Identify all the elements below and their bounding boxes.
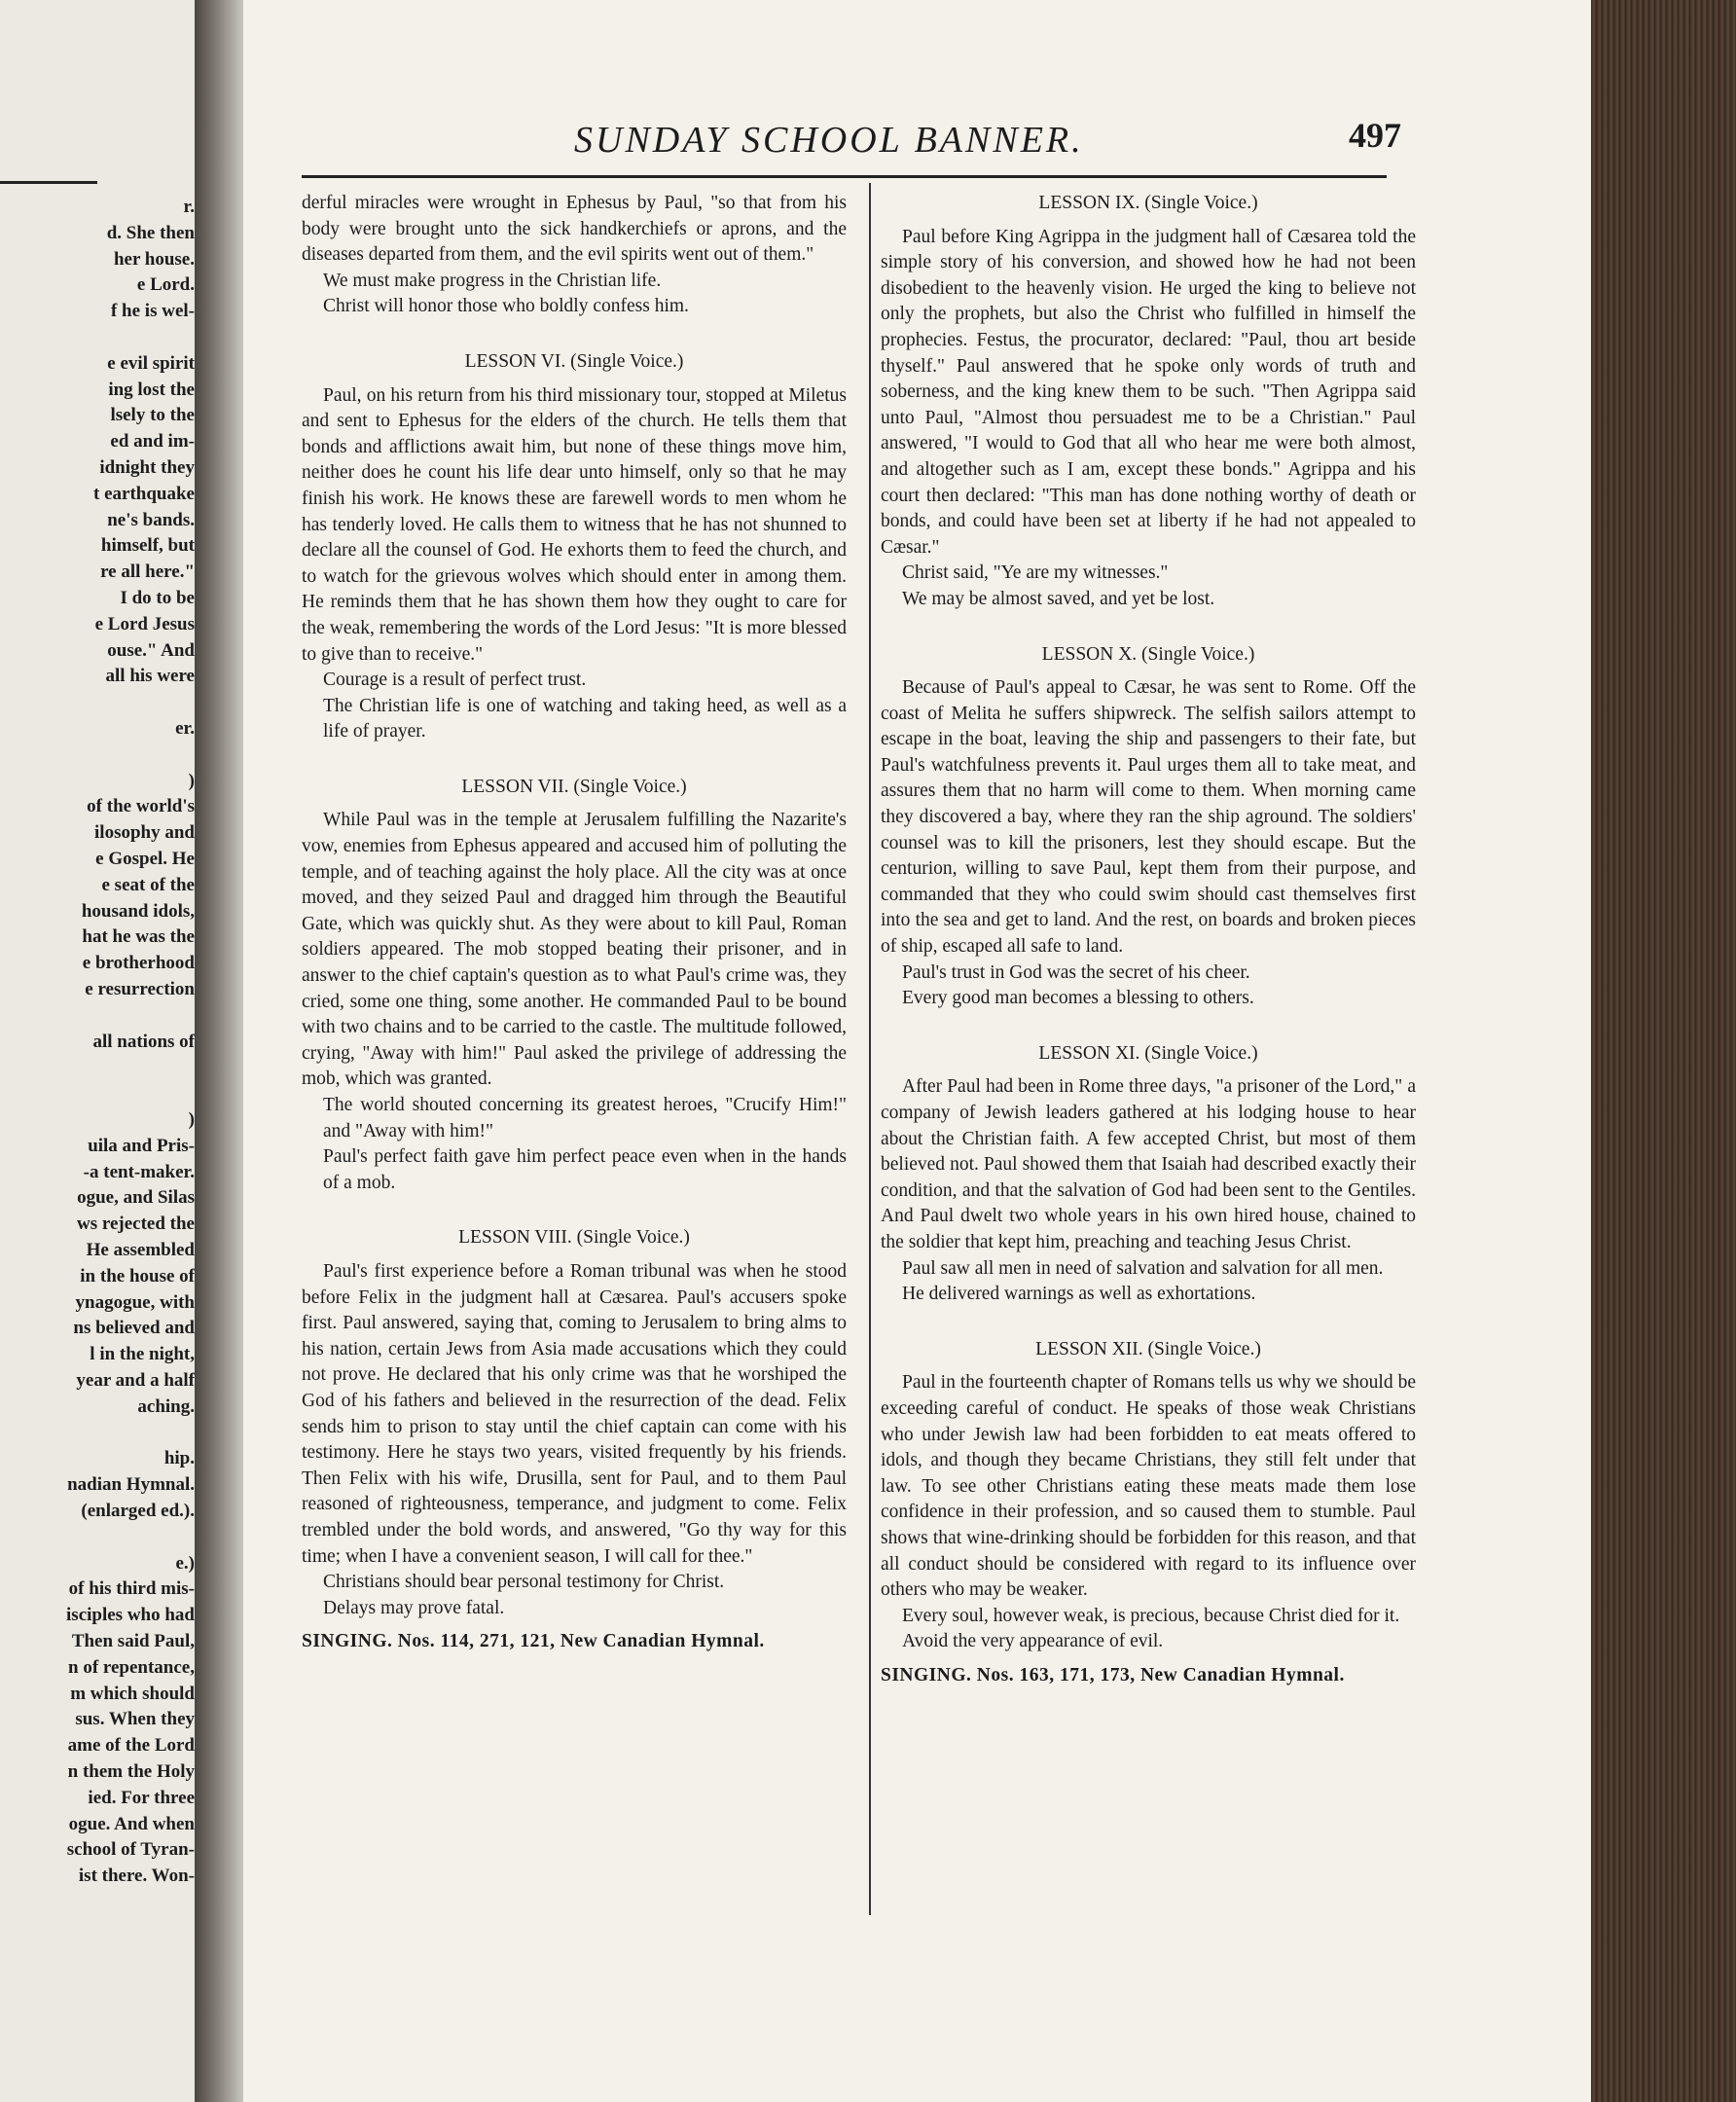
- maxim: We must make progress in the Christian life.: [323, 270, 662, 291]
- previous-page-line: hip.: [163, 1448, 195, 1469]
- previous-page-line: n of repentance,: [68, 1656, 195, 1678]
- maxim: Avoid the very appearance of evil.: [902, 1631, 1164, 1652]
- previous-page-line: ied. For three: [88, 1787, 195, 1808]
- maxim: The Christian life is one of watching and taking heed, as well as a life of prayer.: [323, 695, 847, 743]
- previous-page-line: I do to be: [120, 588, 195, 608]
- previous-page-line: of the world's: [87, 796, 195, 817]
- header-rule: [302, 175, 1387, 178]
- previous-page-line: e Gospel. He: [95, 849, 195, 869]
- previous-page-rule: [0, 181, 97, 184]
- previous-page-line: sus. When they: [75, 1709, 195, 1730]
- maxim: Delays may prove fatal.: [323, 1597, 505, 1618]
- previous-page-line: ns believed and: [73, 1318, 195, 1339]
- previous-page-line: year and a half: [76, 1370, 195, 1391]
- previous-page-line: d. She then: [106, 222, 195, 243]
- previous-page-line: l in the night,: [90, 1344, 195, 1365]
- previous-page-line: ing lost the: [108, 379, 195, 400]
- maxim: Courage is a result of perfect trust.: [323, 670, 587, 691]
- maxim: Christ will honor those who boldly confess him.: [323, 296, 689, 317]
- previous-page-line: lsely to the: [110, 405, 195, 426]
- previous-page-line: ist there. Won-: [78, 1866, 195, 1887]
- publication-title: SUNDAY SCHOOL BANNER.: [574, 120, 1084, 161]
- previous-page-line: e Lord Jesus: [94, 613, 195, 634]
- previous-page-line: housand idols,: [81, 900, 195, 922]
- previous-page-line: himself, but: [100, 535, 195, 557]
- previous-page-line: ws rejected the: [77, 1214, 195, 1235]
- maxim: Christ said, "Ye are my witnesses.": [902, 562, 1169, 584]
- lesson-body: Paul in the fourteenth chapter of Romans tells us why we should be exceeding careful of conduct. He speaks of those weak Christians who under Jewish law had been forbidden to eat meats offered to idols, and though they became Christians, they still felt under that law. To see other Christians eating these meats made them lose confidence in their profession, and so caused them to stumble. Paul shows that wine-drinking should be forbidden for this reason, and that all conduct should be considered with regard to its influence over others who may be weaker.: [881, 1372, 1416, 1601]
- previous-page-line: re all here.": [100, 562, 195, 583]
- lesson-body: Paul, on his return from his third missionary tour, stopped at Miletus and sent to Ephesus for the elders of the church. He tells them that bonds and afflictions await him, but none of these things move him, neither does he count his life dear unto himself, only so that he may finish his work. He knows these are farewell words to men whom he has tenderly loved. He calls them to witness that he has not shunned to declare all the counsel of God. He exhorts them to feed the church, and to watch for the grievous wolves which should enter in among them. He reminds them that he has shown them how they ought to care for the weak, remembering the words of the Lord Jesus: "It is more blessed to give than to receive.": [302, 384, 847, 665]
- previous-page-line: e.): [175, 1552, 195, 1574]
- maxim: The world shouted concerning its greatest heroes, "Crucify Him!" and "Away with him!": [323, 1095, 847, 1142]
- previous-page-line: idnight they: [99, 457, 195, 478]
- previous-page-line: aching.: [137, 1395, 195, 1417]
- previous-page-line: uila and Pris-: [88, 1135, 195, 1156]
- previous-page-line: e brotherhood: [82, 953, 195, 974]
- previous-page-edge: [0, 0, 204, 2102]
- previous-page-line: ed and im-: [110, 431, 195, 453]
- page-number: 497: [1349, 116, 1401, 155]
- lesson-body: Paul's first experience before a Roman tribunal was when he stood before Felix in the judgment hall at Cæsarea. Paul's accusers spoke first. Paul answered, saying that, coming to Jerusalem to bring alms to his nation, certain Jews from Asia made accusations which they could not prove. He declared that his only crime was that he worshiped the God of his fathers and believed in the resurrection of the dead. Felix sends him to prison to stay until the chief captain can come with his testimony. Here he stays two years, visited frequently by his friends. Then Felix with his wife, Drusilla, sent for Paul, and to them Paul reasoned of righteousness, temperance, and judgment to come. Felix trembled under the bold words, and answered, "Go thy way for this time; when I have a convenient season, I will call for thee.": [302, 1260, 847, 1567]
- lesson-body: While Paul was in the temple at Jerusalem fulfilling the Nazarite's vow, enemies from Ephesus appeared and accused him of polluting the temple, and of teaching against the holy place. All the city was at once moved, and they seized Paul and dragged him through the Beautiful Gate, which was quickly shut. As they were about to kill Paul, Roman soldiers appeared. The mob stopped beating their prisoner, and in answer to the chief captain's question as to what Paul's crime was, they cried, some one thing, some another. He commanded Paul to be bound with two chains and to be carried to the castle. The multitude followed, crying, "Away with him!" Paul asked the privilege of addressing the mob, which was granted.: [302, 810, 847, 1090]
- previous-page-line: ): [188, 770, 195, 791]
- lesson-heading: LESSON X. (Single Voice.): [1041, 643, 1255, 665]
- maxim: Paul's trust in God was the secret of his cheer.: [902, 961, 1250, 983]
- previous-page-line: hat he was the: [82, 926, 195, 948]
- maxim: We may be almost saved, and yet be lost.: [902, 588, 1215, 609]
- previous-page-line: e resurrection: [85, 979, 195, 999]
- previous-page-line: ogue, and Silas: [77, 1187, 195, 1209]
- left-column: [302, 191, 847, 1655]
- maxim: Every good man becomes a blessing to others.: [902, 988, 1254, 1009]
- previous-page-line: nadian Hymnal.: [67, 1474, 195, 1496]
- previous-page-line: -a tent-maker.: [83, 1161, 195, 1182]
- previous-page-line: ne's bands.: [107, 509, 195, 530]
- previous-page-line: isciples who had: [66, 1605, 195, 1626]
- maxim: He delivered warnings as well as exhortations.: [902, 1284, 1256, 1305]
- previous-page-line: n them the Holy: [67, 1761, 195, 1782]
- lesson-heading: LESSON XI. (Single Voice.): [1038, 1042, 1258, 1064]
- previous-page-line: f he is wel-: [110, 301, 195, 322]
- previous-page-line: e Lord.: [136, 274, 195, 296]
- lesson-heading: LESSON VII. (Single Voice.): [461, 776, 687, 797]
- lesson-heading: LESSON VI. (Single Voice.): [464, 350, 684, 372]
- maxim: Christians should bear personal testimony for Christ.: [323, 1572, 725, 1593]
- previous-page-line: er.: [175, 718, 195, 739]
- book-gutter: [195, 0, 243, 2102]
- previous-page-line: her house.: [113, 248, 195, 270]
- maxim: Paul's perfect faith gave him perfect peace even when in the hands of a mob.: [323, 1146, 847, 1193]
- lesson-body: Paul before King Agrippa in the judgment hall of Cæsarea told the simple story of his conversion, and showed how he had not been disobedient to the heavenly vision. He urged the king to believe not only the prophets, but also the Christ who fulfilled in himself the prophecies. Festus, the procurator, declared: "Paul, thou art beside thyself." Paul answered that he spoke only words of truth and soberness, and the king knew them to be such. "Then Agrippa said unto Paul, "Almost thou persuadest me to be a Christian." Paul answered, "I would to God that all who hear me were both almost, and altogether such as I am, except these bonds." Agrippa and his court then declared: "This man has done nothing worthy of death or bonds, and could have been set at liberty if he had not appealed to Cæsar.": [881, 226, 1416, 558]
- previous-page-line: of his third mis-: [68, 1578, 195, 1600]
- previous-page-line: all his were: [105, 666, 195, 687]
- lesson-body: After Paul had been in Rome three days, "a prisoner of the Lord," a company of Jewish leaders gathered at his lodging house to hear about the Christian faith. A few accepted Christ, but most of them believed not. Paul showed them that Isaiah had described exactly their condition, and that the salvation of God had been sent to the Gentiles. And Paul dwelt two whole years in his own hired house, chained to the soldier that kept him, preaching and teaching Jesus Christ.: [881, 1076, 1416, 1252]
- previous-page-line: r.: [183, 197, 195, 217]
- previous-page-line: m which should: [70, 1683, 195, 1704]
- previous-page-line: school of Tyran-: [66, 1839, 195, 1861]
- lesson-heading: LESSON IX. (Single Voice.): [1038, 193, 1258, 213]
- previous-page-line: ame of the Lord: [67, 1735, 195, 1757]
- previous-page-line: e seat of the: [101, 874, 195, 895]
- lesson-heading: LESSON XII. (Single Voice.): [1035, 1338, 1261, 1359]
- previous-page-line: ilosophy and: [94, 822, 195, 844]
- column-divider: [869, 183, 871, 1915]
- previous-page-line: in the house of: [80, 1265, 195, 1287]
- previous-page-line: ): [188, 1109, 195, 1130]
- previous-page-line: Then said Paul,: [71, 1631, 195, 1651]
- maxim: Paul saw all men in need of salvation and salvation for all men.: [902, 1257, 1384, 1279]
- singing-line: SINGING. Nos. 114, 271, 121, New Canadian Hymnal.: [302, 1631, 765, 1652]
- running-header: [302, 115, 1401, 173]
- previous-page-line: ynagogue, with: [75, 1291, 195, 1313]
- right-column: [881, 191, 1416, 1688]
- continued-paragraph: derful miracles were wrought in Ephesus by Paul, "so that from his body were brought unto the sick handkerchiefs or aprons, and the diseases departed from them, and the evil spirits went out of them.": [302, 193, 847, 266]
- book-fore-edge: [1591, 0, 1736, 2102]
- previous-page-line: all nations of: [92, 1031, 195, 1052]
- previous-page-line: (enlarged ed.).: [81, 1501, 195, 1521]
- previous-page-line: He assembled: [86, 1240, 195, 1260]
- lesson-body: Because of Paul's appeal to Cæsar, he was sent to Rome. Off the coast of Melita he suffers shipwreck. The selfish sailors attempt to escape in the boat, leaving the ship and passengers to their fate, but Paul's watchfulness prevents it. Paul urges them all to take meat, and assures them that no harm will come to them. When morning came they discovered a bay, where they ran the ship aground. The soldiers' counsel was to kill the prisoners, lest they should escape. But the centurion, willing to save Paul, kept them from their purpose, and commanded that they who could swim should cast themselves first into the sea and get to land. And the rest, on boards and broken pieces of ship, escaped all safe to land.: [881, 677, 1416, 958]
- previous-page-line: e evil spirit: [107, 352, 195, 374]
- lesson-heading: LESSON VIII. (Single Voice.): [458, 1227, 690, 1249]
- previous-page-line: ogue. And when: [68, 1813, 195, 1834]
- maxim: Every soul, however weak, is precious, because Christ died for it.: [902, 1605, 1400, 1626]
- previous-page-line: t earthquake: [93, 483, 195, 504]
- singing-line: SINGING. Nos. 163, 171, 173, New Canadian Hymnal.: [881, 1664, 1345, 1685]
- previous-page-line: ouse." And: [107, 639, 195, 661]
